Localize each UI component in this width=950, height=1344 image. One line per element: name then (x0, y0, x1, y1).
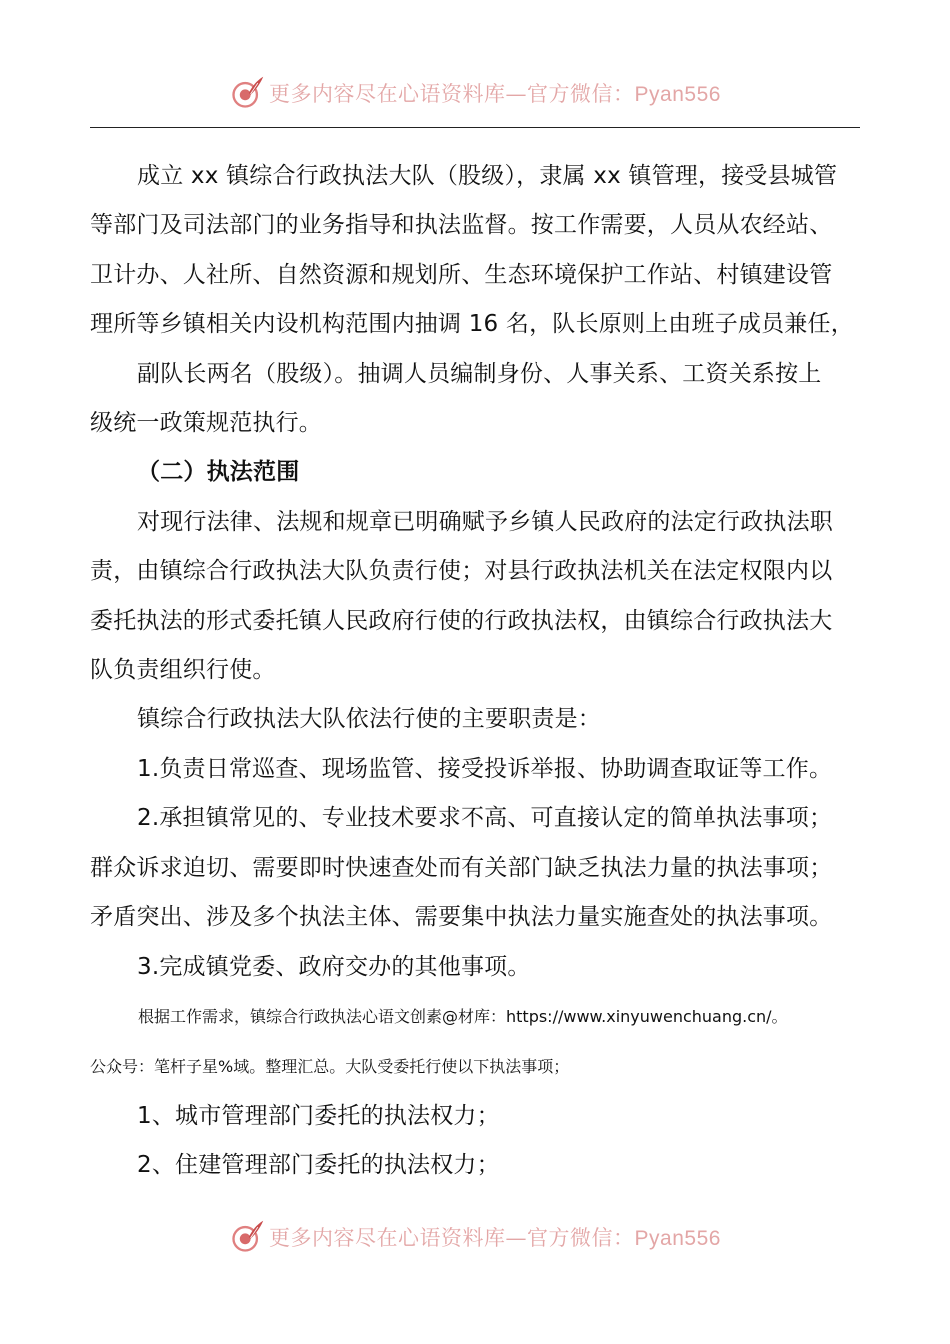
list-item: 1.负责日常巡查、现场监管、接受投诉举报、协助调查取证等工作。 (137, 755, 833, 782)
paragraph-line: 对现行法律、法规和规章已明确赋予乡镇人民政府的法定行政执法职 (137, 508, 833, 535)
paragraph-line: 级统一政策规范执行。 (90, 410, 322, 437)
page-footer (0, 1212, 950, 1262)
page-header (0, 68, 950, 118)
list-item: 3.完成镇党委、政府交办的其他事项。 (137, 953, 531, 980)
header-brand-id: Pyan556 (634, 83, 721, 106)
paragraph-line: 镇综合行政执法大队依法行使的主要职责是： (137, 706, 601, 733)
paragraph-line: 成立 xx 镇综合行政执法大队（股级），隶属 xx 镇管理，接受县城管 (137, 163, 838, 189)
header-brand-label: 更多内容尽在心语资料库—官方微信： (269, 82, 635, 106)
list-item: 2、住建管理部门委托的执法权力； (137, 1152, 500, 1179)
footer-brand-id: Pyan556 (634, 1227, 721, 1250)
paragraph-line: 群众诉求迫切、需要即时快速查处而有关部门缺乏执法力量的执法事项； (90, 854, 833, 881)
quill-logo-icon (229, 1219, 265, 1255)
header-divider (90, 127, 860, 128)
paragraph-line: 队负责组织行使。 (90, 657, 276, 684)
header-brand-text (269, 78, 721, 108)
quill-logo-icon (229, 75, 265, 111)
paragraph-line: 责，由镇综合行政执法大队负责行使；对县行政执法机关在法定权限内以 (90, 558, 833, 585)
footer-brand-text (269, 1222, 721, 1252)
paragraph-line: 委托执法的形式委托镇人民政府行使的行政执法权，由镇综合行政执法大 (90, 607, 833, 634)
paragraph-line: 等部门及司法部门的业务指导和执法监督。按工作需要，人员从农经站、 (90, 212, 833, 239)
document-body (90, 152, 860, 1191)
paragraph-line: 卫计办、人社所、自然资源和规划所、生态环境保护工作站、村镇建设管 (90, 261, 833, 288)
source-note-line: 公众号：笔杆子星%域。整理汇总。大队受委托行使以下执法事项； (90, 1056, 570, 1076)
footer-brand-label: 更多内容尽在心语资料库—官方微信： (269, 1226, 635, 1250)
paragraph-line: 矛盾突出、涉及多个执法主体、需要集中执法力量实施查处的执法事项。 (90, 904, 833, 931)
list-item: 1、城市管理部门委托的执法权力； (137, 1102, 500, 1129)
section-heading: （二）执法范围 (137, 459, 300, 486)
paragraph-line: 副队长两名（股级）。抽调人员编制身份、人事关系、工资关系按上 (137, 360, 822, 387)
source-note-line: 根据工作需求，镇综合行政执法心语文创素@材库：https://www.xinyuwenchuang.cn/。 (138, 1006, 788, 1026)
paragraph-line: 理所等乡镇相关内设机构范围内抽调 16 名，队长原则上由班子成员兼任， (90, 311, 854, 338)
list-item: 2.承担镇常见的、专业技术要求不高、可直接认定的简单执法事项； (137, 805, 833, 832)
